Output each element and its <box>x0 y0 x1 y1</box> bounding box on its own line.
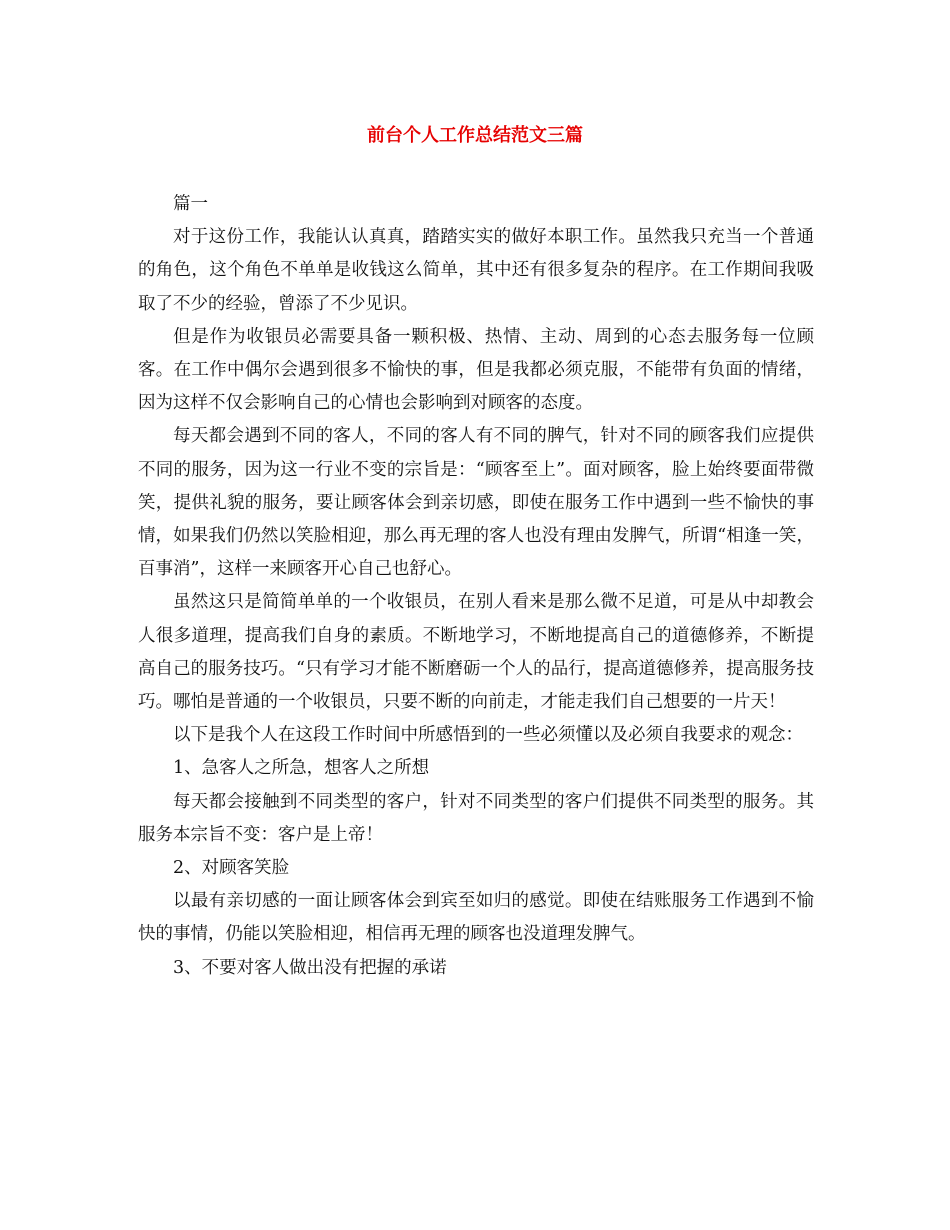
section-heading: 篇一 <box>173 194 208 214</box>
paragraph: 以下是我个人在这段工作时间中所感悟到的一些必须懂以及必须自我要求的观念： <box>173 725 803 746</box>
document-title: 前台个人工作总结范文三篇 <box>367 125 583 146</box>
list-heading: 1、急客人之所急，想客人之所想 <box>173 758 430 779</box>
paragraph: 每天都会遇到不同的客人，不同的客人有不同的脾气，针对不同的顾客我们应提供不同的服务，因为这一行业不变的宗旨是：“顾客至上”。面对顾客，脸上始终要面带微笑，提供礼貌的服务，要让顾客体会到亲切感，即使在服务工作中遇到一些不愉快的事情，如果我们仍然以笑脸相迎，那么再无理的客人也没有理由发脾气，所谓“相逢一笑，百事消”，这样一来顾客开心自己也舒心。 <box>138 426 814 580</box>
paragraph: 但是作为收银员必需要具备一颗积极、热情、主动、周到的心态去服务每一位顾客。在工作中偶尔会遇到很多不愉快的事，但是我都必须克服，不能带有负面的情绪，因为这样不仅会影响自己的心情也会影响到对顾客的态度。 <box>138 326 814 414</box>
document-body <box>138 188 814 985</box>
paragraph: 对于这份工作，我能认认真真，踏踏实实的做好本职工作。虽然我只充当一个普通的角色，这个角色不单单是收钱这么简单，其中还有很多复杂的程序。在工作期间我吸取了不少的经验，曾添了不少见识。 <box>138 227 814 314</box>
paragraph: 每天都会接触到不同类型的客户，针对不同类型的客户们提供不同类型的服务。其服务本宗旨不变：客户是上帝！ <box>138 791 814 845</box>
list-heading: 2、对顾客笑脸 <box>173 858 290 879</box>
paragraph: 以最有亲切感的一面让顾客体会到宾至如归的感觉。即使在结账服务工作遇到不愉快的事情，仍能以笑脸相迎，相信再无理的顾客也没道理发脾气。 <box>138 891 814 945</box>
list-heading: 3、不要对客人做出没有把握的承诺 <box>173 957 447 978</box>
paragraph: 虽然这只是简简单单的一个收银员，在别人看来是那么微不足道，可是从中却教会人很多道理，提高我们自身的素质。不断地学习，不断地提高自己的道德修养，不断提高自己的服务技巧。“只有学习才能不断磨砺一个人的品行，提高道德修养，提高服务技巧。哪怕是普通的一个收银员，只要不断的向前走，才能走我们自己想要的一片天！ <box>138 592 814 713</box>
